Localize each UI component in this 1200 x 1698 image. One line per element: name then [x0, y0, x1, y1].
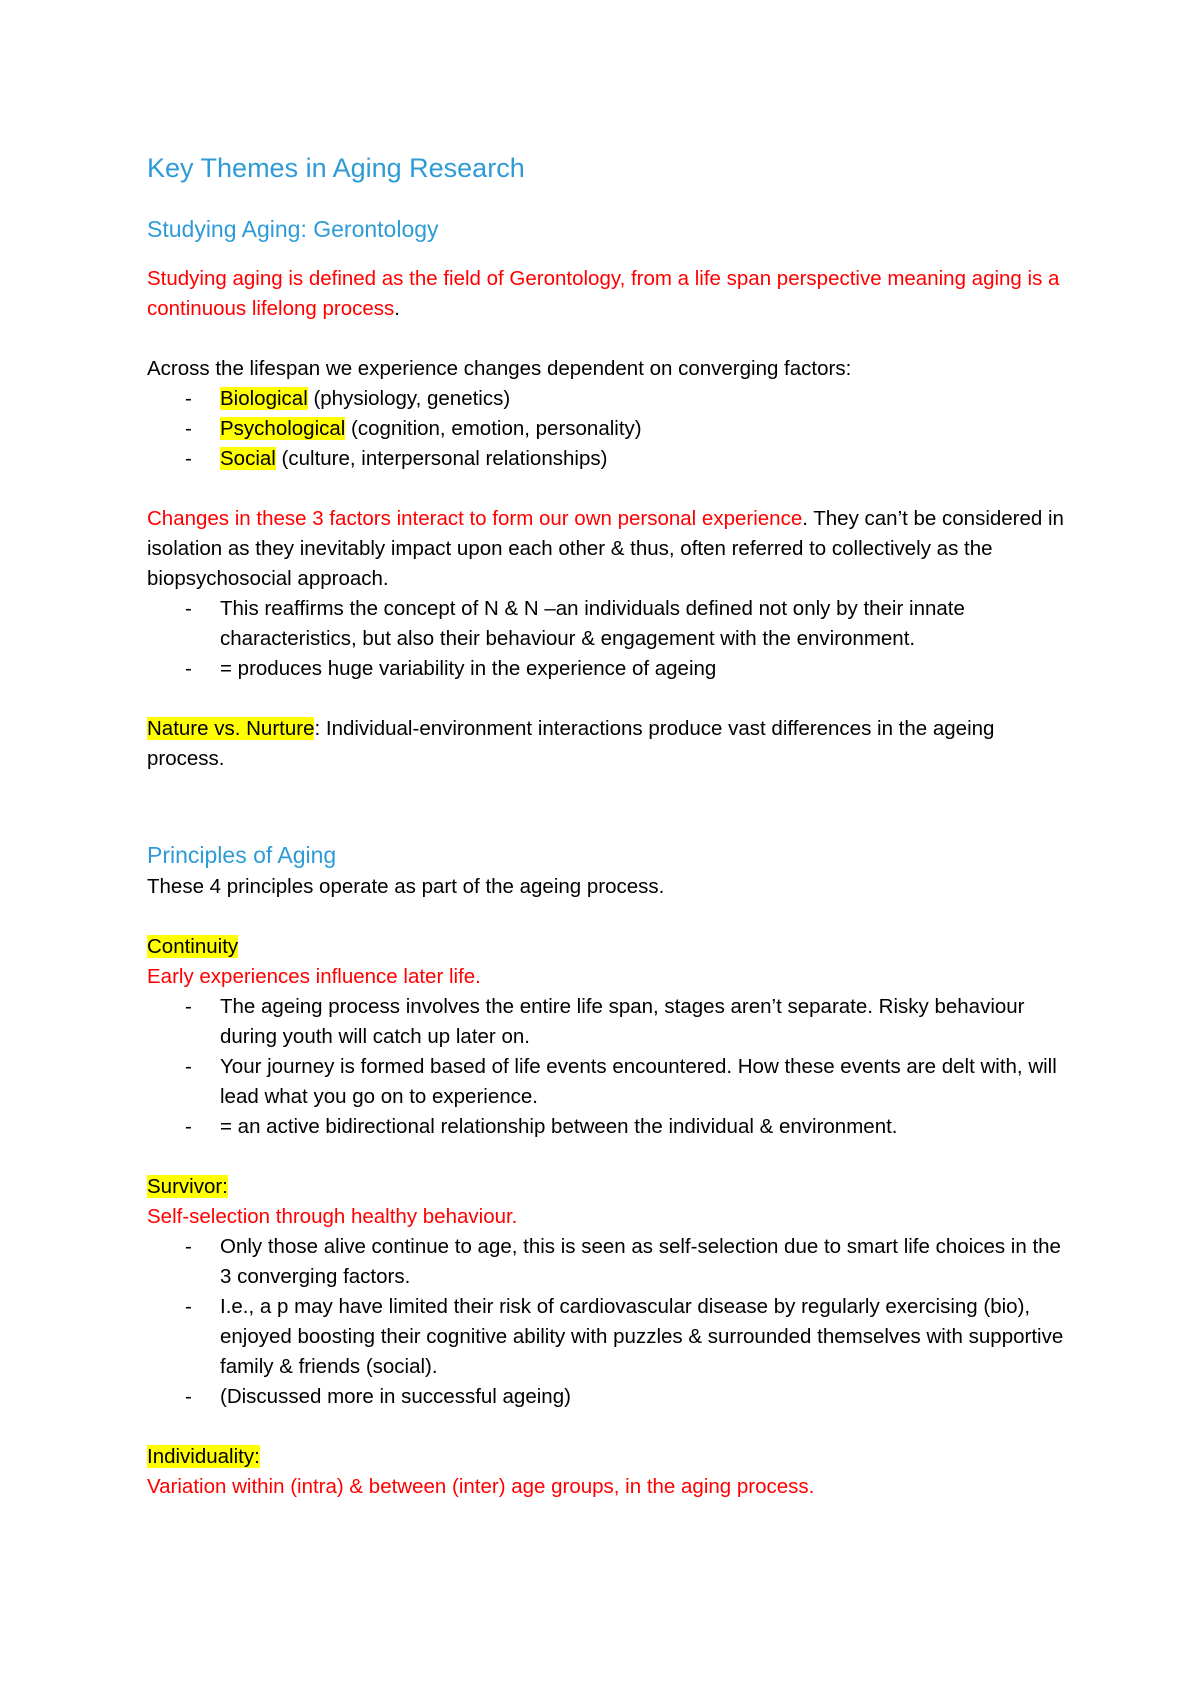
bullet-dash: - [185, 657, 192, 680]
list-item [147, 444, 1067, 474]
factor-detail: (physiology, genetics) [307, 387, 511, 410]
changes-emphasis: Changes in these 3 factors interact to form our own personal experience [147, 507, 803, 530]
list-item [147, 1292, 1067, 1382]
list-item [147, 1112, 1067, 1142]
nature-nurture-text: : Individual-environment interactions produce vast differences in the ageing process. [147, 717, 995, 770]
factor-term: Social [220, 447, 276, 470]
bullet-dash: - [185, 1235, 192, 1258]
principle-name-text: Survivor: [147, 1175, 228, 1198]
list-item-text: (Discussed more in successful ageing) [220, 1385, 571, 1408]
principle-bullets [147, 992, 1067, 1142]
principle-summary: Early experiences influence later life. [147, 965, 481, 988]
list-item-text: Only those alive continue to age, this is seen as self-selection due to smart life choices in the 3 converging factors. [220, 1235, 1061, 1288]
principle-name [147, 1172, 1067, 1202]
principles-intro: These 4 principles operate as part of the ageing process. [147, 875, 665, 898]
bullet-dash: - [185, 1055, 192, 1078]
list-item [147, 1052, 1067, 1112]
section-heading-principles: Principles of Aging [147, 842, 337, 868]
factor-detail: (cognition, emotion, personality) [345, 417, 642, 440]
principle-summary: Self-selection through healthy behaviour. [147, 1205, 518, 1228]
list-item-text: = an active bidirectional relationship between the individual & environment. [220, 1115, 898, 1138]
list-item-text: This reaffirms the concept of N & N –an individuals defined not only by their innate characteristics, but also their behaviour & engagement with the environment. [220, 597, 965, 650]
principle-bullets [147, 1232, 1067, 1412]
factor-term: Biological [220, 387, 308, 410]
list-item-text: Your journey is formed based of life events encountered. How these events are delt with, will lead what you go on to experience. [220, 1055, 1057, 1108]
nature-nurture-term: Nature vs. Nurture [147, 717, 315, 740]
principle-name [147, 932, 1067, 962]
section-heading-gerontology: Studying Aging: Gerontology [147, 216, 439, 242]
list-item [147, 1232, 1067, 1292]
factor-detail: (culture, interpersonal relationships) [275, 447, 608, 470]
bullet-dash: - [185, 597, 192, 620]
factors-list [147, 384, 1067, 474]
bullet-dash: - [185, 447, 192, 470]
nature-nurture-paragraph [147, 714, 1067, 774]
list-item [147, 594, 1067, 654]
changes-text: . They can’t be considered in isolation as they inevitably impact upon each other & thus, often referred to collectively as the biopsychosocial approach. [147, 507, 1064, 590]
principle-name-text: Individuality: [147, 1445, 260, 1468]
bullet-dash: - [185, 1115, 192, 1138]
factors-lead: Across the lifespan we experience changes dependent on converging factors: [147, 357, 852, 380]
changes-list [147, 594, 1067, 684]
list-item [147, 414, 1067, 444]
bullet-dash: - [185, 417, 192, 440]
list-item [147, 1382, 1067, 1412]
list-item [147, 384, 1067, 414]
list-item [147, 992, 1067, 1052]
bullet-dash: - [185, 387, 192, 410]
bullet-dash: - [185, 995, 192, 1018]
principle-name-text: Continuity [147, 935, 239, 958]
definition-period: . [394, 297, 400, 320]
principle-summary: Variation within (intra) & between (inter) age groups, in the aging process. [147, 1475, 815, 1498]
list-item-text: The ageing process involves the entire life span, stages aren’t separate. Risky behaviour during youth will catch up later on. [220, 995, 1025, 1048]
page-title: Key Themes in Aging Research [147, 153, 525, 183]
document-body [147, 148, 1067, 1502]
list-item [147, 654, 1067, 684]
changes-paragraph [147, 504, 1067, 594]
list-item-text: I.e., a p may have limited their risk of cardiovascular disease by regularly exercising (bio), enjoyed boosting their cognitive ability with puzzles & surrounded themselves with supportive family & friends (social). [220, 1295, 1064, 1378]
bullet-dash: - [185, 1385, 192, 1408]
bullet-dash: - [185, 1295, 192, 1318]
definition-text: Studying aging is defined as the field of Gerontology, from a life span perspective meaning aging is a continuous lifelong process [147, 267, 1060, 320]
gerontology-definition [147, 264, 1067, 324]
factor-term: Psychological [220, 417, 346, 440]
list-item-text: = produces huge variability in the experience of ageing [220, 657, 717, 680]
principle-name [147, 1442, 1067, 1472]
